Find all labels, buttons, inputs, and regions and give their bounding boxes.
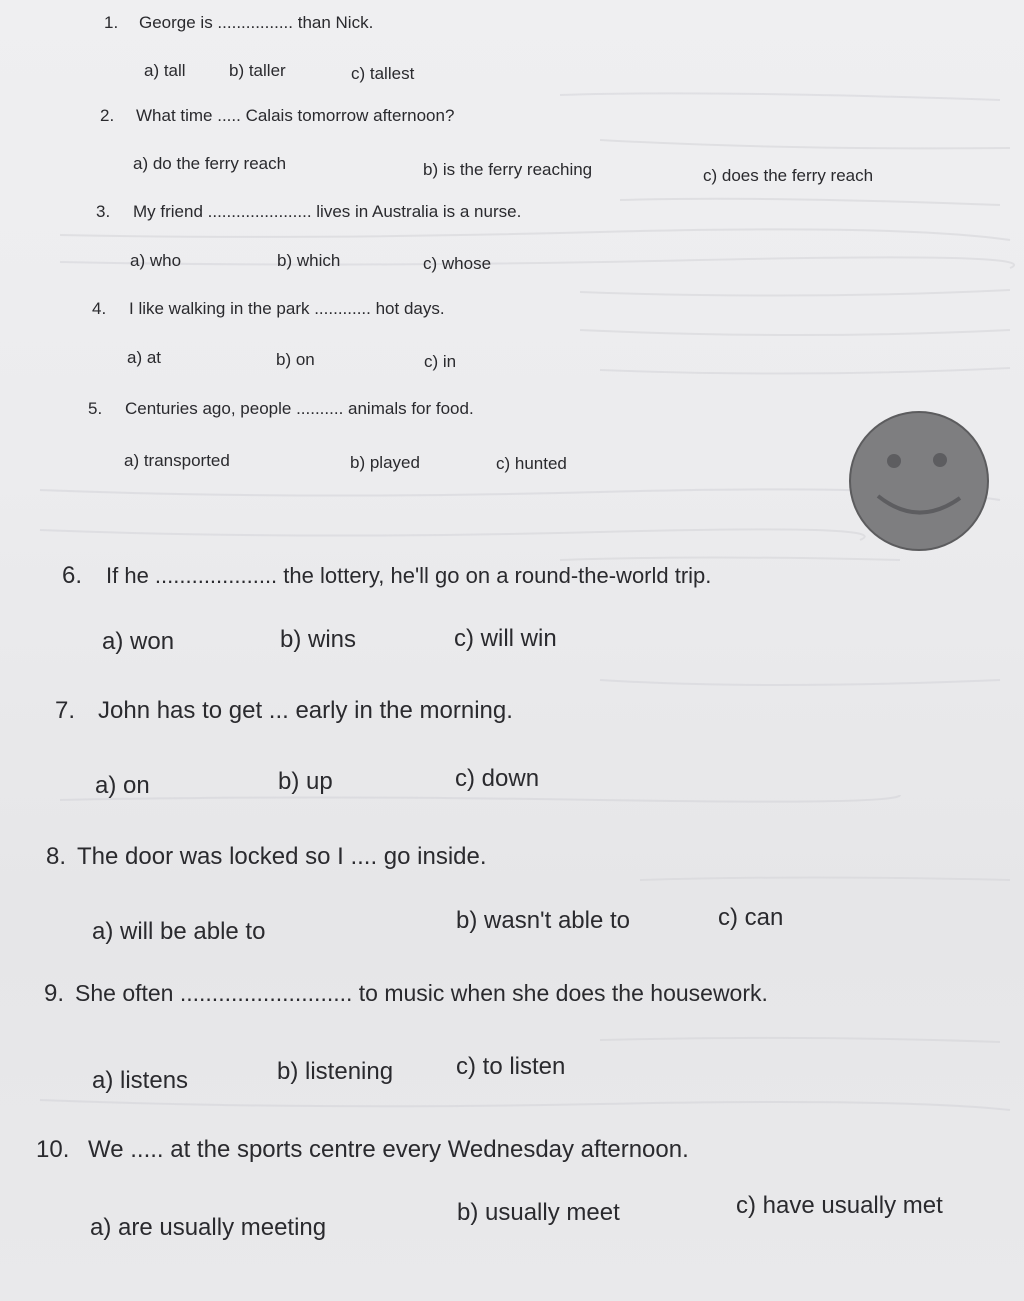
- question-1-option-c[interactable]: c) tallest: [351, 64, 415, 83]
- question-2-option-c[interactable]: c) does the ferry reach: [703, 166, 874, 185]
- question-1-number: 1.: [104, 13, 119, 32]
- question-9-number: 9.: [44, 980, 65, 1007]
- question-5-option-b[interactable]: b) played: [350, 453, 420, 472]
- question-3-option-c[interactable]: c) whose: [423, 254, 492, 273]
- question-3-option-a[interactable]: a) who: [130, 251, 182, 270]
- question-10-option-b[interactable]: b) usually meet: [457, 1199, 620, 1226]
- question-5-number: 5.: [88, 399, 103, 418]
- question-10-option-c[interactable]: c) have usually met: [736, 1192, 943, 1219]
- question-7-number: 7.: [55, 697, 76, 724]
- question-9-stem: She often ........................... to music when she does the housework.: [75, 980, 768, 1006]
- question-1-option-b[interactable]: b) taller: [229, 61, 286, 80]
- question-8: [46, 843, 487, 871]
- question-2-option-a[interactable]: a) do the ferry reach: [133, 154, 287, 173]
- question-7-stem: John has to get ... early in the morning.: [98, 697, 513, 724]
- question-8-option-b[interactable]: b) wasn't able to: [456, 907, 631, 934]
- question-7-option-b[interactable]: b) up: [278, 768, 333, 795]
- question-9-option-b[interactable]: b) listening: [277, 1058, 394, 1085]
- question-9-option-c[interactable]: c) to listen: [456, 1053, 566, 1080]
- question-6-option-c[interactable]: c) will win: [454, 625, 557, 652]
- question-8-option-a[interactable]: a) will be able to: [92, 918, 266, 945]
- question-1: [104, 13, 373, 33]
- question-1-stem: George is ................ than Nick.: [139, 13, 374, 32]
- question-2-number: 2.: [100, 106, 115, 125]
- question-4-number: 4.: [92, 299, 107, 318]
- question-3-number: 3.: [96, 202, 111, 221]
- question-2: [100, 106, 454, 126]
- question-5-stem: Centuries ago, people .......... animals for food.: [125, 399, 474, 418]
- question-2-option-b[interactable]: b) is the ferry reaching: [423, 160, 593, 179]
- question-10: [36, 1136, 689, 1164]
- question-7-option-c[interactable]: c) down: [455, 765, 540, 792]
- question-4-option-a[interactable]: a) at: [127, 348, 162, 367]
- question-4-stem: I like walking in the park ............ hot days.: [129, 299, 445, 318]
- question-8-option-c[interactable]: c) can: [718, 904, 784, 931]
- question-5-option-c[interactable]: c) hunted: [496, 454, 567, 473]
- question-5-option-a[interactable]: a) transported: [124, 451, 230, 470]
- question-6-option-b[interactable]: b) wins: [280, 626, 357, 653]
- smiley-face-icon: [848, 410, 990, 552]
- question-6-option-a[interactable]: a) won: [102, 628, 175, 655]
- question-3-option-b[interactable]: b) which: [277, 251, 341, 270]
- question-3-stem: My friend ...................... lives in Australia is a nurse.: [133, 202, 522, 221]
- question-5: [88, 399, 474, 419]
- question-7: [55, 697, 513, 725]
- question-10-number: 10.: [36, 1136, 70, 1163]
- question-9: [44, 980, 768, 1008]
- question-8-stem: The door was locked so I .... go inside.: [77, 843, 487, 870]
- question-3: [96, 202, 521, 222]
- question-4-option-c[interactable]: c) in: [424, 352, 457, 371]
- question-6-number: 6.: [62, 562, 83, 589]
- question-4: [92, 299, 445, 319]
- question-2-stem: What time ..... Calais tomorrow afternoon?: [136, 106, 455, 125]
- question-6: [62, 562, 711, 590]
- question-9-option-a[interactable]: a) listens: [92, 1067, 189, 1094]
- question-10-stem: We ..... at the sports centre every Wednesday afternoon.: [88, 1136, 689, 1163]
- question-8-number: 8.: [46, 843, 67, 870]
- question-4-option-b[interactable]: b) on: [276, 350, 315, 369]
- question-10-option-a[interactable]: a) are usually meeting: [90, 1214, 327, 1241]
- question-6-stem: If he .................... the lottery, he'll go on a round-the-world trip.: [106, 563, 712, 588]
- question-7-option-a[interactable]: a) on: [95, 772, 150, 799]
- question-1-option-a[interactable]: a) tall: [144, 61, 186, 80]
